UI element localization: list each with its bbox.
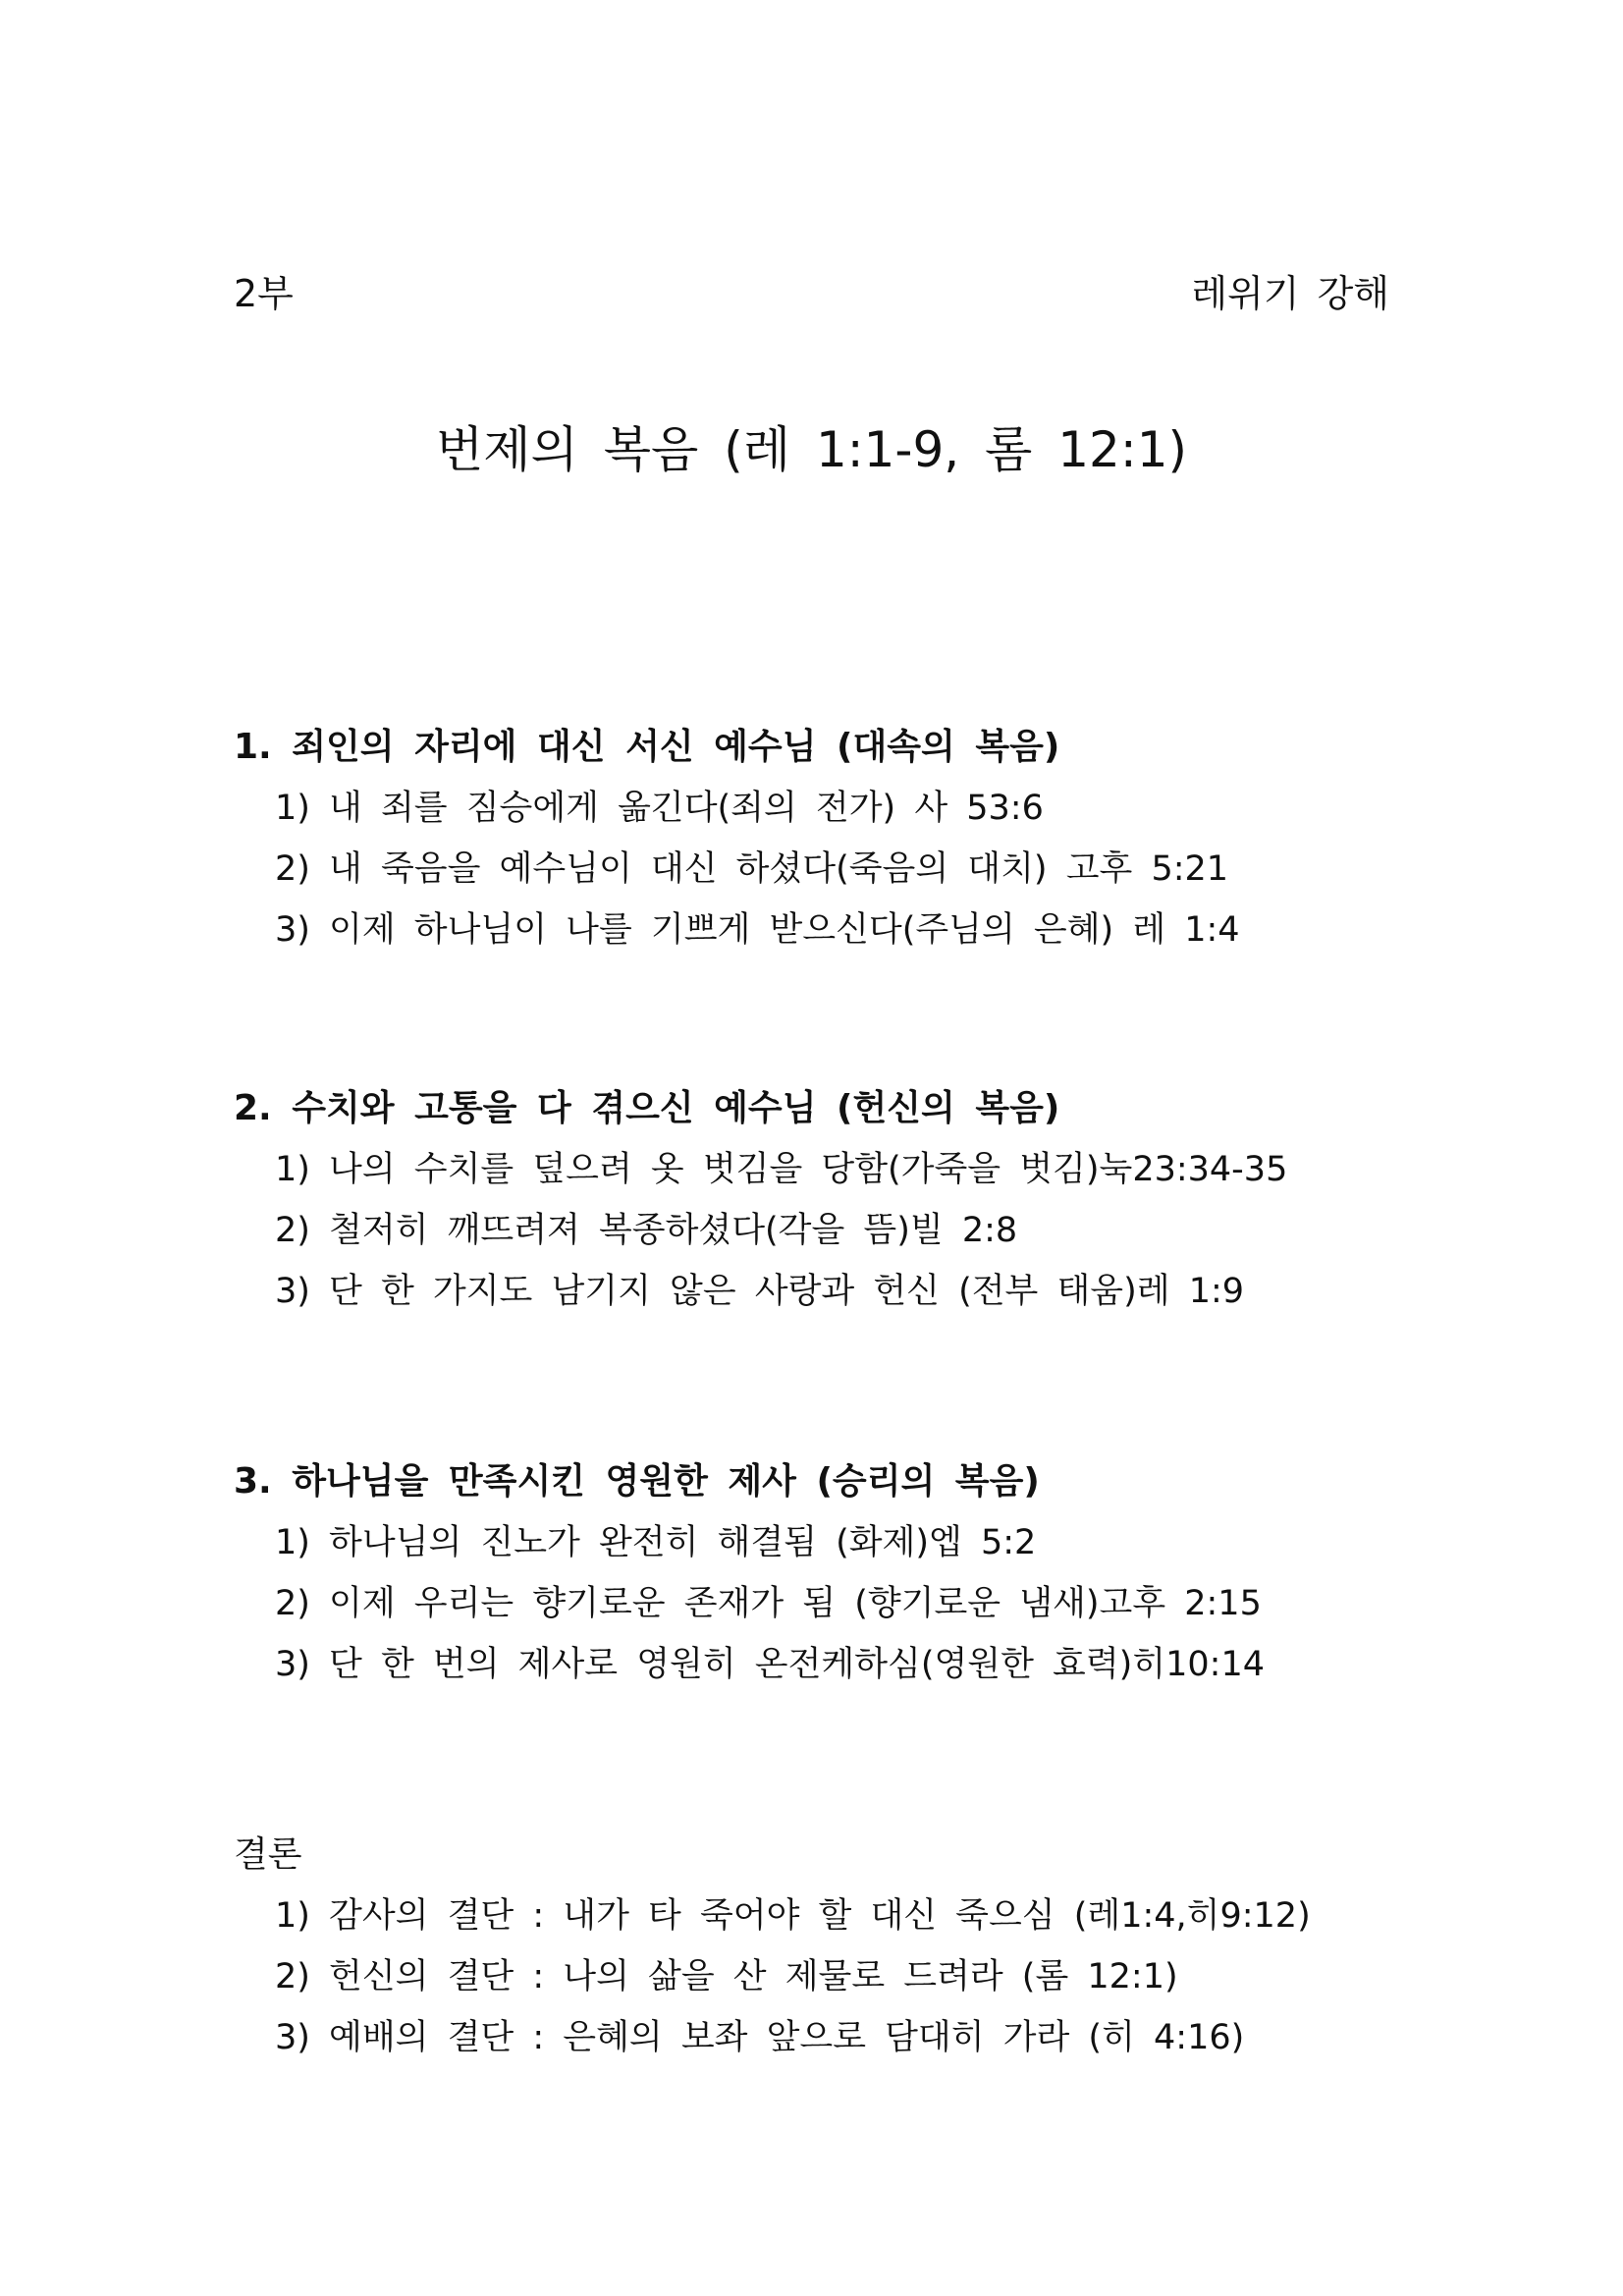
series-label: 레위기 강해 [1191,272,1389,315]
list-item: 3) 예배의 결단 : 은혜의 보좌 앞으로 담대히 가라 (히 4:16) [275,2018,1245,2057]
list-item: 1) 내 죄를 짐승에게 옮긴다(죄의 전가) 사 53:6 [275,789,1044,828]
part-label: 2부 [234,272,294,315]
section-heading: 1. 죄인의 자리에 대신 서신 예수님 (대속의 복음) [234,727,1060,767]
section-heading: 3. 하나님을 만족시킨 영원한 제사 (승리의 복음) [234,1461,1040,1502]
section-1 [234,717,1441,960]
list-item: 3) 단 한 가지도 남기지 않은 사랑과 헌신 (전부 태움)레 1:9 [275,1272,1245,1311]
section-3 [234,1451,1441,1695]
list-item: 2) 헌신의 결단 : 나의 삶을 산 제물로 드려라 (롬 12:1) [275,1957,1178,1996]
list-item: 3) 단 한 번의 제사로 영원히 온전케하심(영원한 효력)히10:14 [275,1645,1265,1684]
section-2 [234,1078,1441,1322]
list-item: 1) 감사의 결단 : 내가 타 죽어야 할 대신 죽으심 (레1:4,히9:12) [275,1896,1311,1936]
conclusion-section [234,1825,1441,2068]
sermon-title: 번제의 복음 (레 1:1-9, 롬 12:1) [435,421,1188,478]
list-item: 2) 이제 우리는 향기로운 존재가 됨 (향기로운 냄새)고후 2:15 [275,1584,1262,1623]
list-item: 2) 철저히 깨뜨려져 복종하셨다(각을 뜸)빌 2:8 [275,1211,1018,1250]
list-item: 3) 이제 하나님이 나를 기쁘게 받으신다(주님의 은혜) 레 1:4 [275,910,1240,950]
list-item: 2) 내 죽음을 예수님이 대신 하셨다(죽음의 대치) 고후 5:21 [275,849,1229,889]
list-item: 1) 하나님의 진노가 완전히 해결됨 (화제)엡 5:2 [275,1523,1037,1562]
list-item: 1) 나의 수치를 덮으려 옷 벗김을 당함(가죽을 벗김)눅23:34-35 [275,1150,1288,1189]
section-heading: 2. 수치와 고통을 다 겪으신 예수님 (헌신의 복음) [234,1088,1060,1128]
conclusion-heading: 결론 [234,1834,302,1875]
